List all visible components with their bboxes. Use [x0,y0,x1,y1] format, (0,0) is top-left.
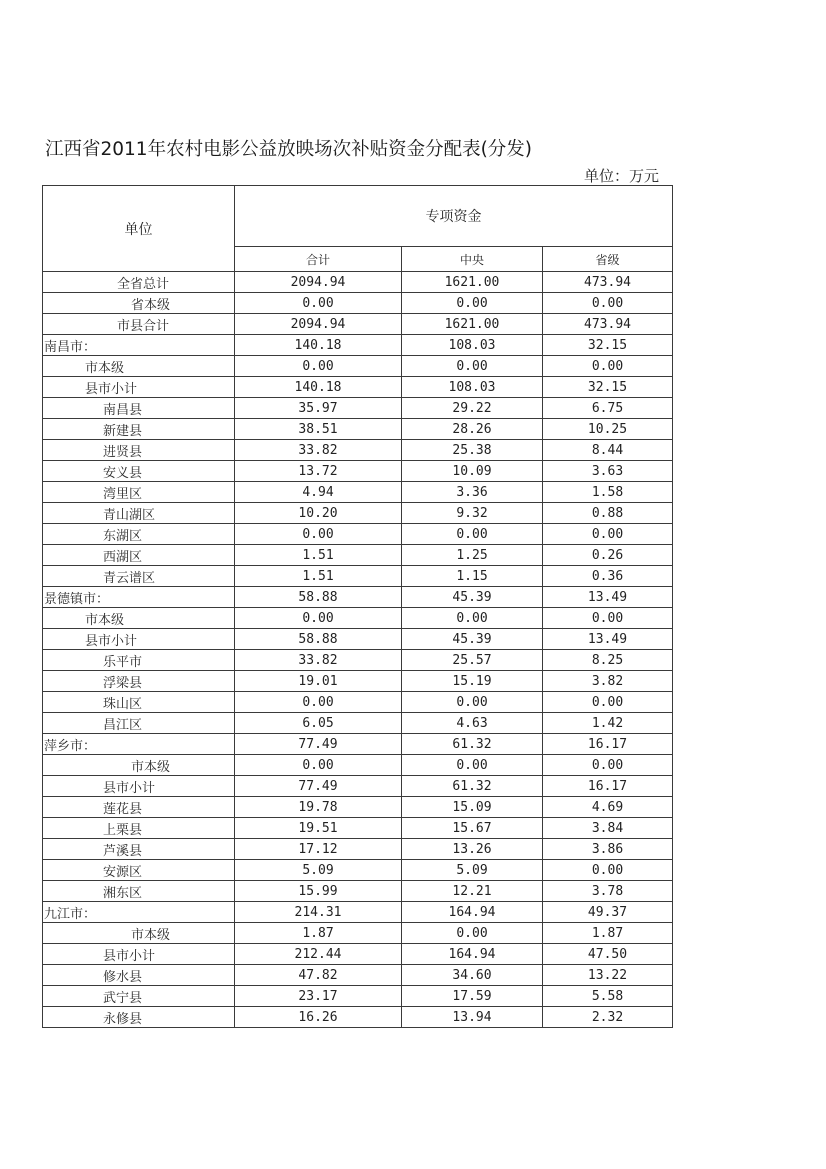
row-unit-name: 乐平市 [43,650,235,671]
row-provincial: 49.37 [543,902,673,923]
row-total: 19.01 [235,671,402,692]
row-provincial: 473.94 [543,314,673,335]
row-total: 212.44 [235,944,402,965]
row-central: 164.94 [402,902,543,923]
row-unit-name: 昌江区 [43,713,235,734]
row-provincial: 47.50 [543,944,673,965]
row-total: 16.26 [235,1007,402,1028]
row-central: 12.21 [402,881,543,902]
table-row [43,692,673,713]
header-central: 中央 [402,247,543,272]
row-central: 34.60 [402,965,543,986]
row-central: 108.03 [402,335,543,356]
row-central: 0.00 [402,923,543,944]
header-special-fund: 专项资金 [235,186,673,247]
row-provincial: 16.17 [543,776,673,797]
table-row [43,335,673,356]
row-total: 19.51 [235,818,402,839]
row-unit-name: 芦溪县 [43,839,235,860]
row-provincial: 13.49 [543,587,673,608]
row-total: 2094.94 [235,314,402,335]
row-central: 164.94 [402,944,543,965]
table-row [43,419,673,440]
row-central: 0.00 [402,524,543,545]
row-central: 0.00 [402,755,543,776]
row-total: 23.17 [235,986,402,1007]
row-provincial: 0.36 [543,566,673,587]
row-provincial: 1.87 [543,923,673,944]
row-unit-name: 东湖区 [43,524,235,545]
row-unit-name: 武宁县 [43,986,235,1007]
row-total: 1.51 [235,566,402,587]
row-provincial: 3.82 [543,671,673,692]
row-total: 77.49 [235,734,402,755]
row-central: 28.26 [402,419,543,440]
table-row [43,734,673,755]
row-total: 2094.94 [235,272,402,293]
row-provincial: 4.69 [543,797,673,818]
table-row [43,377,673,398]
table-row [43,398,673,419]
table-row [43,965,673,986]
row-unit-name: 市本级 [43,356,235,377]
row-unit-name: 珠山区 [43,692,235,713]
row-central: 15.19 [402,671,543,692]
row-total: 0.00 [235,356,402,377]
row-unit-name: 青云谱区 [43,566,235,587]
row-provincial: 0.00 [543,608,673,629]
table-row [43,671,673,692]
table-row [43,545,673,566]
row-central: 108.03 [402,377,543,398]
row-total: 77.49 [235,776,402,797]
row-central: 13.26 [402,839,543,860]
row-total: 214.31 [235,902,402,923]
row-unit-name: 景德镇市： [43,587,235,608]
header-total: 合计 [235,247,402,272]
row-total: 0.00 [235,293,402,314]
row-central: 0.00 [402,608,543,629]
row-provincial: 5.58 [543,986,673,1007]
row-provincial: 8.25 [543,650,673,671]
row-central: 1.25 [402,545,543,566]
row-central: 1621.00 [402,272,543,293]
table-row [43,944,673,965]
page-title: 江西省2011年农村电影公益放映场次补贴资金分配表(分发) [45,139,533,160]
row-total: 38.51 [235,419,402,440]
table-row [43,881,673,902]
row-provincial: 32.15 [543,377,673,398]
row-central: 61.32 [402,734,543,755]
table-row [43,923,673,944]
header-provincial: 省级 [543,247,673,272]
row-unit-name: 县市小计 [43,944,235,965]
row-unit-name: 浮梁县 [43,671,235,692]
table-row [43,713,673,734]
table-row [43,587,673,608]
table-row [43,356,673,377]
row-total: 1.87 [235,923,402,944]
unit-label: 单位：万元 [584,167,660,185]
row-total: 47.82 [235,965,402,986]
row-central: 5.09 [402,860,543,881]
row-unit-name: 西湖区 [43,545,235,566]
table-row [43,566,673,587]
row-central: 0.00 [402,692,543,713]
row-central: 1621.00 [402,314,543,335]
table-row [43,776,673,797]
row-total: 0.00 [235,692,402,713]
row-total: 140.18 [235,377,402,398]
row-unit-name: 市本级 [43,755,235,776]
row-unit-name: 湾里区 [43,482,235,503]
row-central: 3.36 [402,482,543,503]
row-unit-name: 安义县 [43,461,235,482]
row-central: 0.00 [402,356,543,377]
table-row [43,1007,673,1028]
row-unit-name: 修水县 [43,965,235,986]
row-total: 33.82 [235,650,402,671]
row-central: 13.94 [402,1007,543,1028]
row-unit-name: 九江市： [43,902,235,923]
table-header [43,186,673,272]
row-unit-name: 永修县 [43,1007,235,1028]
row-provincial: 13.22 [543,965,673,986]
row-provincial: 6.75 [543,398,673,419]
row-central: 25.57 [402,650,543,671]
row-unit-name: 青山湖区 [43,503,235,524]
row-provincial: 0.00 [543,524,673,545]
row-provincial: 0.00 [543,293,673,314]
row-provincial: 0.00 [543,356,673,377]
row-central: 61.32 [402,776,543,797]
row-unit-name: 县市小计 [43,629,235,650]
table-row [43,818,673,839]
row-total: 1.51 [235,545,402,566]
row-provincial: 10.25 [543,419,673,440]
table-row [43,839,673,860]
row-provincial: 2.32 [543,1007,673,1028]
row-provincial: 0.26 [543,545,673,566]
row-provincial: 3.86 [543,839,673,860]
row-central: 15.09 [402,797,543,818]
table-row [43,902,673,923]
row-unit-name: 莲花县 [43,797,235,818]
row-total: 19.78 [235,797,402,818]
table-row [43,272,673,293]
row-unit-name: 市本级 [43,608,235,629]
row-central: 15.67 [402,818,543,839]
row-total: 13.72 [235,461,402,482]
row-total: 140.18 [235,335,402,356]
row-total: 33.82 [235,440,402,461]
table-row [43,755,673,776]
row-unit-name: 新建县 [43,419,235,440]
row-unit-name: 湘东区 [43,881,235,902]
row-total: 10.20 [235,503,402,524]
header-unit: 单位 [43,186,235,272]
row-unit-name: 省本级 [43,293,235,314]
row-provincial: 32.15 [543,335,673,356]
row-unit-name: 南昌县 [43,398,235,419]
table-row [43,650,673,671]
row-central: 10.09 [402,461,543,482]
table-body [43,272,673,1028]
row-provincial: 3.84 [543,818,673,839]
table-row [43,314,673,335]
row-unit-name: 进贤县 [43,440,235,461]
table-row [43,986,673,1007]
table-row [43,293,673,314]
row-unit-name: 萍乡市： [43,734,235,755]
row-provincial: 0.00 [543,692,673,713]
row-total: 17.12 [235,839,402,860]
row-total: 4.94 [235,482,402,503]
row-provincial: 8.44 [543,440,673,461]
row-total: 35.97 [235,398,402,419]
row-central: 25.38 [402,440,543,461]
row-provincial: 3.63 [543,461,673,482]
row-central: 17.59 [402,986,543,1007]
row-central: 1.15 [402,566,543,587]
row-provincial: 1.42 [543,713,673,734]
row-unit-name: 市县合计 [43,314,235,335]
row-central: 45.39 [402,629,543,650]
row-provincial: 13.49 [543,629,673,650]
row-unit-name: 县市小计 [43,377,235,398]
row-provincial: 473.94 [543,272,673,293]
row-central: 29.22 [402,398,543,419]
table-row [43,440,673,461]
row-unit-name: 市本级 [43,923,235,944]
row-unit-name: 安源区 [43,860,235,881]
row-total: 0.00 [235,524,402,545]
row-total: 6.05 [235,713,402,734]
row-total: 15.99 [235,881,402,902]
row-total: 0.00 [235,755,402,776]
row-provincial: 3.78 [543,881,673,902]
table-row [43,629,673,650]
table-row [43,461,673,482]
row-central: 45.39 [402,587,543,608]
row-unit-name: 南昌市： [43,335,235,356]
row-central: 0.00 [402,293,543,314]
row-provincial: 16.17 [543,734,673,755]
table-row [43,482,673,503]
row-unit-name: 上栗县 [43,818,235,839]
row-unit-name: 县市小计 [43,776,235,797]
table-row [43,797,673,818]
row-total: 5.09 [235,860,402,881]
table-row [43,860,673,881]
row-provincial: 0.00 [543,860,673,881]
row-total: 58.88 [235,587,402,608]
row-provincial: 0.00 [543,755,673,776]
row-provincial: 0.88 [543,503,673,524]
row-central: 4.63 [402,713,543,734]
row-unit-name: 全省总计 [43,272,235,293]
row-total: 0.00 [235,608,402,629]
table-row [43,503,673,524]
table-row [43,608,673,629]
table-row [43,524,673,545]
row-provincial: 1.58 [543,482,673,503]
allocation-table [42,185,673,1028]
row-total: 58.88 [235,629,402,650]
row-central: 9.32 [402,503,543,524]
